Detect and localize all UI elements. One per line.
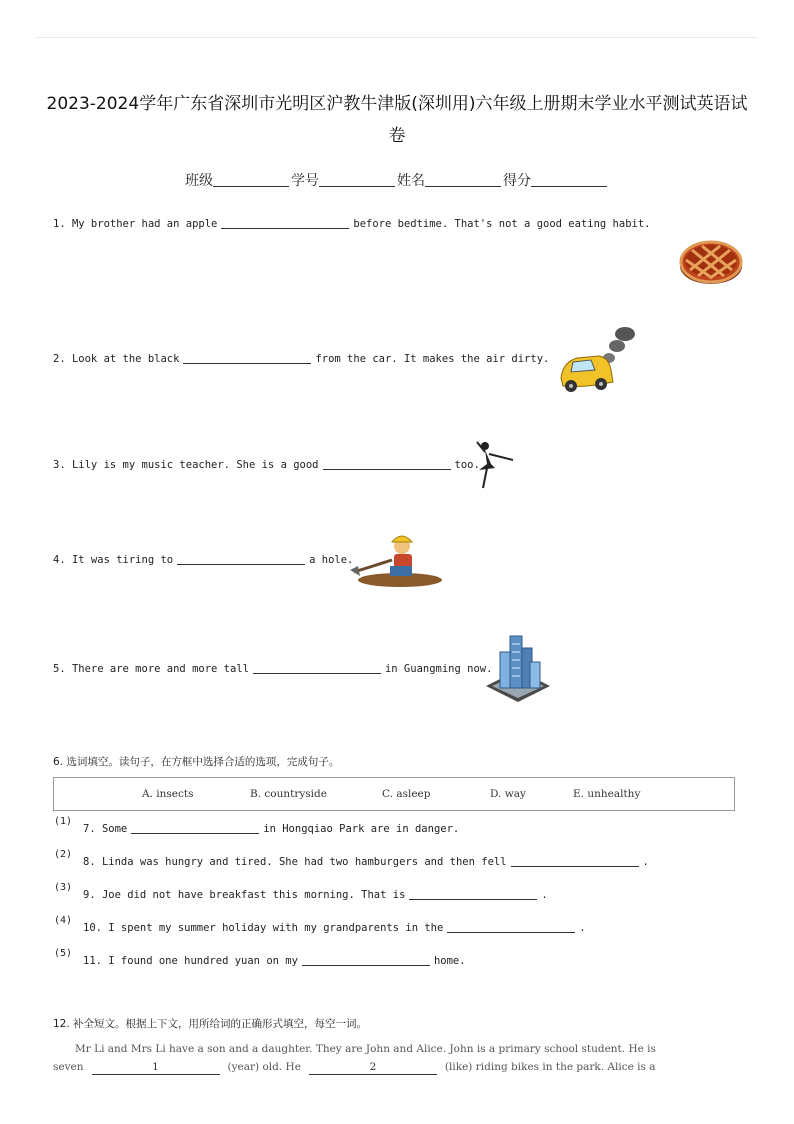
sub3-blank[interactable] <box>409 888 537 900</box>
question-5 <box>53 662 492 675</box>
passage-blank-2[interactable]: 2 <box>309 1061 437 1075</box>
q1-text-pre: 1. My brother had an apple <box>53 218 218 230</box>
sub-question-4 <box>83 921 586 934</box>
sub-number-4: (4) <box>54 915 73 926</box>
q4-blank[interactable] <box>177 553 305 565</box>
question-2 <box>53 352 549 365</box>
q3-text-pre: 3. Lily is my music teacher. She is a good <box>53 459 319 471</box>
sub-number-1: (1) <box>54 816 73 827</box>
option-b[interactable]: B. countryside <box>250 788 327 800</box>
sub-question-2 <box>83 855 649 868</box>
passage-text-a: seven <box>53 1061 84 1073</box>
q2-text-post: from the car. It makes the air dirty. <box>315 353 550 365</box>
question-6-heading: 6. 选词填空。读句子，在方框中选择合适的选项，完成句子。 <box>53 756 340 768</box>
option-e[interactable]: E. unhealthy <box>573 788 641 800</box>
name-field[interactable] <box>425 172 501 187</box>
sub2-text-pre: 8. Linda was hungry and tired. She had two hamburgers and then fell <box>83 856 507 868</box>
sub-question-5 <box>83 954 466 967</box>
question-12-heading: 12. 补全短文。根据上下文，用所给词的正确形式填空，每空一词。 <box>53 1018 368 1030</box>
passage-text-c: (like) riding bikes in the park. Alice is a <box>444 1061 656 1073</box>
car-smoke-image <box>555 322 651 396</box>
class-field[interactable] <box>213 172 289 187</box>
pie-image <box>678 236 744 288</box>
top-divider <box>36 37 758 38</box>
class-label: 班级 <box>185 173 213 189</box>
q4-text-post: a hole. <box>309 554 354 566</box>
q3-blank[interactable] <box>323 458 451 470</box>
q1-blank[interactable] <box>221 217 349 229</box>
passage-blank-1[interactable]: 1 <box>92 1061 220 1075</box>
sub-question-1 <box>83 822 459 835</box>
option-c[interactable]: C. asleep <box>382 788 431 800</box>
q3-text-post: too. <box>454 459 480 471</box>
passage-text-b: (year) old. He <box>227 1061 301 1073</box>
passage-line-1: Mr Li and Mrs Li have a son and a daughter. They are John and Alice. John is a primary school student. He is <box>75 1043 656 1055</box>
sub2-text-post: . <box>642 856 649 868</box>
sub-question-3 <box>83 888 548 901</box>
question-4 <box>53 553 353 566</box>
name-label: 姓名 <box>397 173 425 189</box>
sub-number-3: (3) <box>54 882 73 893</box>
dancer-image <box>473 440 519 492</box>
student-info-line <box>0 170 794 190</box>
sub3-text-post: . <box>541 889 548 901</box>
id-field[interactable] <box>319 172 395 187</box>
sub1-text-post: in Hongqiao Park are in danger. <box>263 823 460 835</box>
sub2-blank[interactable] <box>511 855 639 867</box>
options-box <box>53 777 735 811</box>
sub1-text-pre: 7. Some <box>83 823 128 835</box>
sub4-text-pre: 10. I spent my summer holiday with my grandparents in the <box>83 922 444 934</box>
page-title: 2023-2024学年广东省深圳市光明区沪教牛津版(深圳用)六年级上册期末学业水平测试英语试卷 <box>46 94 748 146</box>
sub-number-5: (5) <box>54 948 73 959</box>
q4-text-pre: 4. It was tiring to <box>53 554 174 566</box>
option-a[interactable]: A. insects <box>142 788 194 800</box>
sub4-blank[interactable] <box>447 921 575 933</box>
digging-worker-image <box>350 532 446 588</box>
id-label: 学号 <box>291 173 319 189</box>
sub4-text-post: . <box>579 922 586 934</box>
q5-text-pre: 5. There are more and more tall <box>53 663 249 675</box>
q5-text-post: in Guangming now. <box>384 663 493 675</box>
passage-line-2 <box>53 1058 743 1076</box>
option-d[interactable]: D. way <box>490 788 526 800</box>
sub5-blank[interactable] <box>302 954 430 966</box>
sub-number-2: (2) <box>54 849 73 860</box>
question-1 <box>53 217 651 230</box>
score-field[interactable] <box>531 172 607 187</box>
q1-text-post: before bedtime. That's not a good eating habit. <box>353 218 651 230</box>
tall-buildings-image <box>484 630 552 704</box>
score-label: 得分 <box>503 173 531 189</box>
question-3 <box>53 458 480 471</box>
q2-blank[interactable] <box>183 352 311 364</box>
q5-blank[interactable] <box>253 662 381 674</box>
sub5-text-pre: 11. I found one hundred yuan on my <box>83 955 298 967</box>
sub5-text-post: home. <box>433 955 466 967</box>
sub1-blank[interactable] <box>131 822 259 834</box>
q2-text-pre: 2. Look at the black <box>53 353 180 365</box>
sub3-text-pre: 9. Joe did not have breakfast this morning. That is <box>83 889 406 901</box>
